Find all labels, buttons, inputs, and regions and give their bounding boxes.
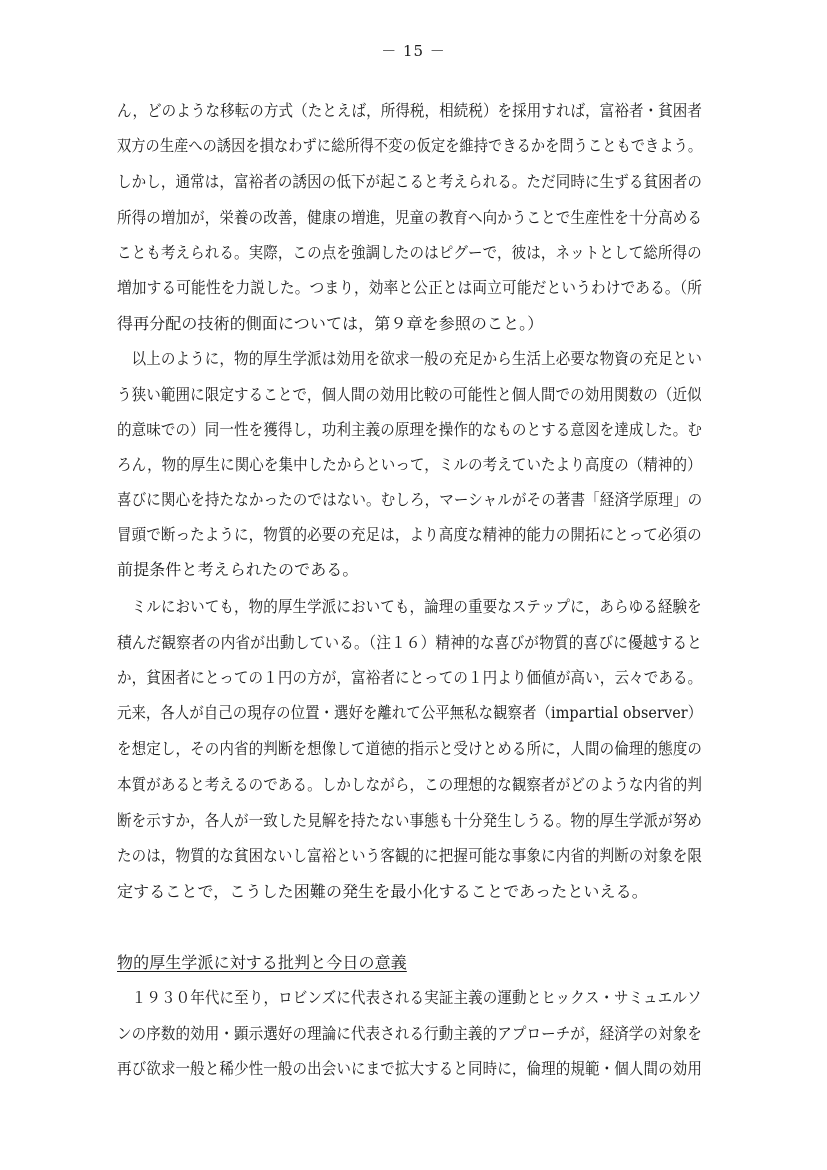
text-line: 定することで，こうした困難の発生を最小化することであったといえる。	[117, 882, 648, 901]
text-line: を想定し，その内省的判断を想像して道徳的指示と受けとめる所に，人間の倫理的態度の	[117, 739, 703, 758]
text-line: 喜びに関心を持たなかったのではない。むしろ，マーシャルがその著書「経済学原理」の	[117, 490, 703, 509]
text-line: 双方の生産への誘因を損なわずに総所得不変の仮定を維持できるかを問うこともできよう。	[117, 136, 703, 155]
text-line: 元来，各人が自己の現存の位置・選好を離れて公平無私な観察者（impartial observer）	[117, 703, 703, 722]
text-line: ろん，物的厚生に関心を集中したからといって，ミルの考えていたより高度の（精神的）	[117, 455, 702, 474]
text-line: ん，どのような移転の方式（たとえば，所得税，相続税）を採用すれば，富裕者・貧困者	[117, 101, 702, 120]
text-line: 増加する可能性を力説した。つまり，効率と公正とは両立可能だというわけである。（所	[117, 278, 703, 297]
text-line: 再び欲求一般と稀少性一般の出会いにまで拡大すると同時に，倫理的規範・個人間の効用	[117, 1059, 703, 1078]
text-line: 断を示すか，各人が一致した見解を持たない事態も十分発生しうる。物的厚生学派が努め	[117, 811, 703, 830]
text-line: 本質があると考えるのである。しかしながら，この理想的な観察者がどのような内省的判	[117, 775, 703, 794]
text-line: 所得の増加が，栄養の改善，健康の増進，児童の教育へ向かうことで生産性を十分高める	[117, 208, 703, 227]
text-line: 前提条件と考えられたのである。	[117, 560, 359, 579]
text-line: か，貧困者にとっての１円の方が，富裕者にとっての１円より価値が高い，云々である。	[117, 668, 703, 687]
text-line: １９３０年代に至り，ロビンズに代表される実証主義の運動とヒックス・サミュエルソ	[117, 988, 702, 1007]
text-line: ことも考えられる。実際，この点を強調したのはピグーで，彼は，ネットとして総所得の	[117, 243, 702, 262]
text-line: ンの序数的効用・顕示選好の理論に代表される行動主義的アプローチが，経済学の対象を	[117, 1024, 703, 1043]
text-line: しかし，通常は，富裕者の誘因の低下が起こると考えられる。ただ同時に生ずる貧困者の	[117, 172, 703, 191]
text-line: う狭い範囲に限定することで，個人間の効用比較の可能性と個人間での効用関数の（近似	[117, 385, 702, 404]
section-heading: 物的厚生学派に対する批判と今日の意義	[117, 953, 407, 972]
text-line: 冒頭で断ったように，物質的必要の充足は，より高度な精神的能力の開拓にとって必須の	[117, 525, 702, 544]
text-line: たのは，物質的な貧困ないし富裕という客観的に把握可能な事象に内省的判断の対象を限	[117, 846, 703, 865]
text-line: ミルにおいても，物的厚生学派においても，論理の重要なステップに，あらゆる経験を	[117, 597, 702, 616]
page-number: － 15 －	[381, 42, 446, 60]
text-line: 得再分配の技術的側面については，第９章を参照のこと。）	[117, 314, 544, 333]
text-line: 的意味での）同一性を獲得し，功利主義の原理を操作的なものとする意図を達成した。む	[117, 420, 703, 439]
text-line: 積んだ観察者の内省が出動している。（注１６）精神的な喜びが物質的喜びに優越すると	[117, 633, 703, 652]
text-line: 以上のように，物的厚生学派は効用を欲求一般の充足から生活上必要な物資の充足とい	[117, 349, 703, 368]
